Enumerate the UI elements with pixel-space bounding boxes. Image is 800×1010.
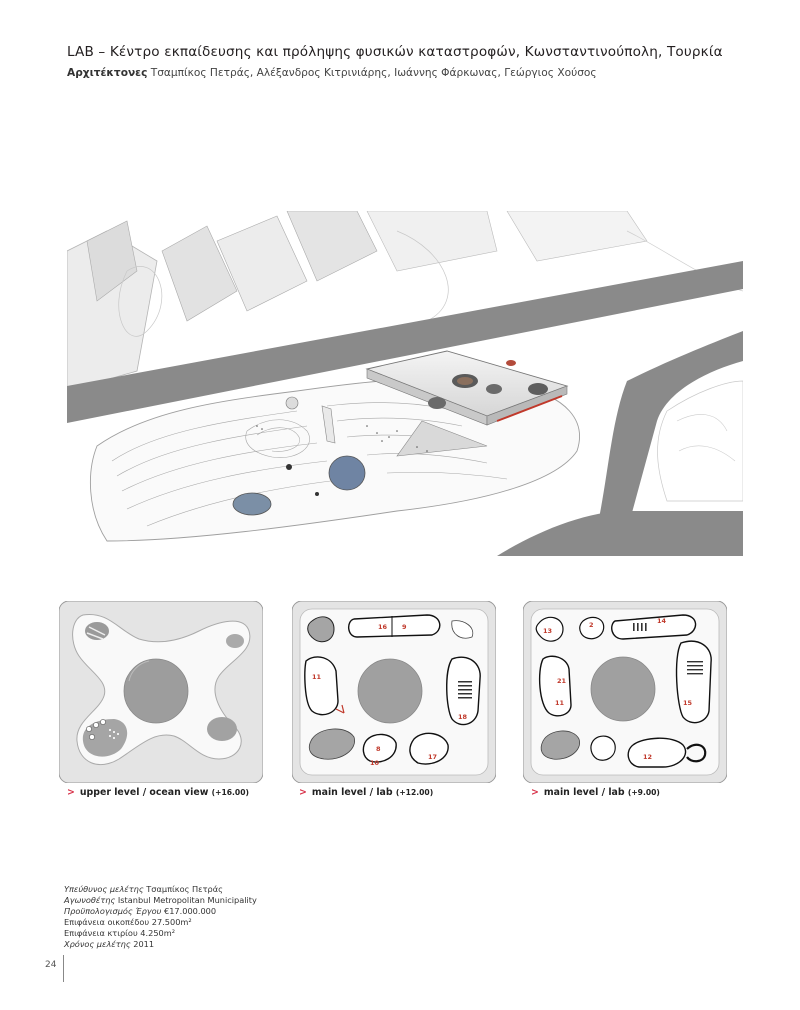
room-label: 18 bbox=[458, 713, 468, 721]
room-label: 11 bbox=[312, 673, 322, 681]
architects-names: Τσαμπίκος Πετράς, Αλέξανδρος Κιτρινιάρης, Ιωάννης Φάρκωνας, Γεώργιος Χούσος bbox=[150, 67, 597, 79]
info-label: Χρόνος μελέτης bbox=[64, 939, 131, 950]
info-value: 4.250m² bbox=[140, 928, 175, 939]
project-info bbox=[64, 884, 257, 951]
info-label: Αγωνοθέτης bbox=[64, 895, 116, 906]
caption-level: (+12.00) bbox=[395, 788, 434, 797]
plan-caption-main-9 bbox=[531, 787, 660, 798]
info-value: €17.000.000 bbox=[164, 906, 217, 917]
caption-level: (+16.00) bbox=[211, 788, 249, 797]
plan-caption-main-12 bbox=[299, 787, 433, 798]
caption-level: (+9.00) bbox=[627, 788, 660, 797]
caption-label: main level / lab bbox=[311, 787, 393, 798]
caption-label: main level / lab bbox=[543, 787, 625, 798]
arrow-icon: > bbox=[299, 787, 307, 798]
room-label: 10 bbox=[370, 759, 380, 767]
plan-main-level-12 bbox=[292, 601, 496, 783]
page-title: LAB – Κέντρο εκπαίδευσης και πρόληψης φυσικών καταστροφών, Κωνσταντινούπολη, Τουρκία bbox=[67, 44, 723, 60]
info-row bbox=[64, 895, 257, 906]
page-divider bbox=[63, 955, 64, 982]
info-value: 27.500m² bbox=[151, 917, 192, 928]
arrow-icon: > bbox=[531, 787, 539, 798]
architects-label: Αρχιτέκτονες bbox=[67, 67, 148, 79]
plan-main-level-9 bbox=[523, 601, 727, 783]
info-label: Υπεύθυνος μελέτης bbox=[64, 884, 144, 894]
room-label: 16 bbox=[378, 623, 388, 631]
info-row bbox=[64, 884, 257, 895]
room-label: 9 bbox=[402, 623, 407, 631]
caption-label: upper level / ocean view bbox=[79, 787, 209, 798]
info-label: Επιφάνεια οικοπέδου bbox=[64, 917, 150, 928]
room-label: 11 bbox=[555, 699, 565, 707]
room-label: 15 bbox=[683, 699, 693, 707]
room-label: 8 bbox=[376, 745, 381, 753]
arrow-icon: > bbox=[67, 787, 75, 798]
info-row bbox=[64, 928, 257, 939]
page-number: 24 bbox=[45, 960, 57, 970]
room-label: 21 bbox=[557, 677, 567, 685]
info-row bbox=[64, 906, 257, 917]
room-label: 14 bbox=[657, 617, 667, 625]
info-row bbox=[64, 939, 257, 950]
info-value: Τσαμπίκος Πετράς bbox=[146, 884, 223, 894]
info-value: 2011 bbox=[133, 939, 155, 950]
room-label: 17 bbox=[428, 753, 438, 761]
info-value: Istanbul Metropolitan Municipality bbox=[117, 895, 257, 906]
plan-upper-level bbox=[59, 601, 263, 783]
room-label: 13 bbox=[543, 627, 553, 635]
aerial-site-rendering bbox=[67, 211, 743, 577]
info-label: Προϋπολογισμός Έργου bbox=[64, 906, 162, 917]
plan-caption-upper bbox=[67, 787, 249, 798]
architects-line bbox=[67, 67, 597, 79]
room-label: 2 bbox=[589, 621, 594, 629]
info-label: Επιφάνεια κτιρίου bbox=[64, 928, 138, 939]
info-row bbox=[64, 917, 257, 928]
room-label: 12 bbox=[643, 753, 653, 761]
